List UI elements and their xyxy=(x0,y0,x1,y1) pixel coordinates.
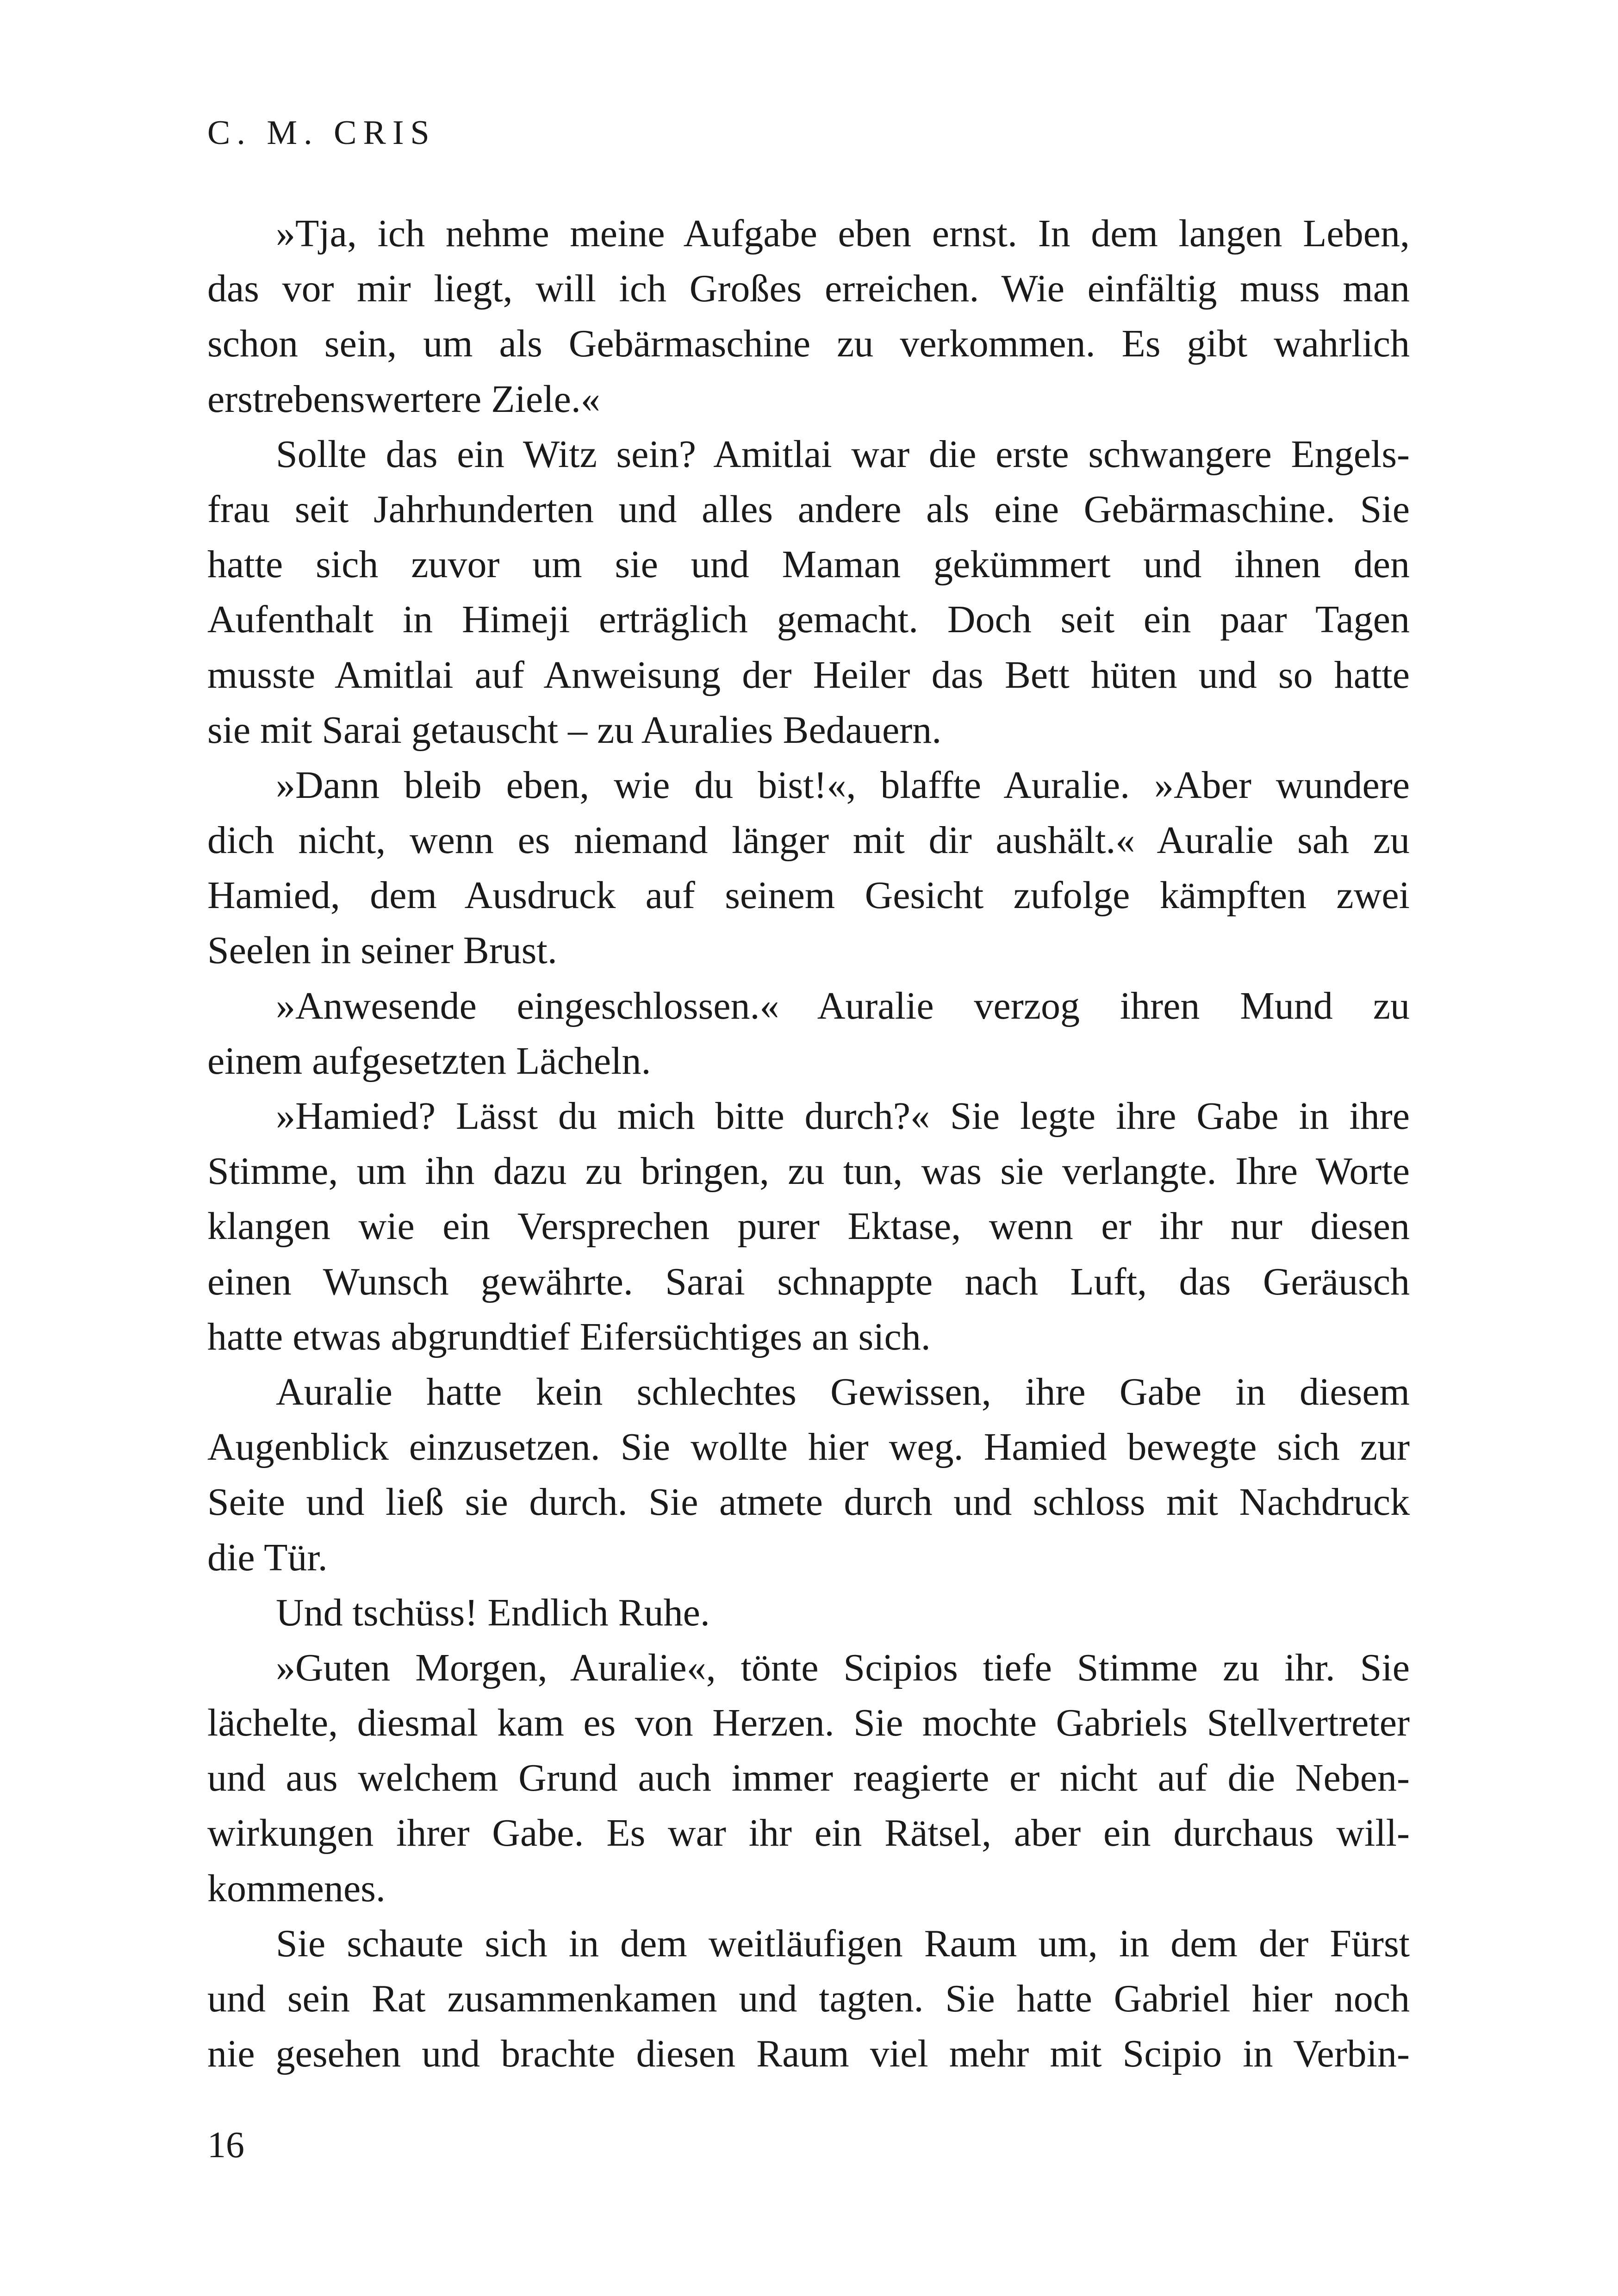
text-line: Und tschüss! Endlich Ruhe. xyxy=(276,1591,710,1634)
text-line: Aufenthalt in Himeji erträglich gemacht. Doch seit ein paar Tagen xyxy=(207,598,1410,641)
text-line: und aus welchem Grund auch immer reagierte er nicht auf die Neben- xyxy=(207,1756,1410,1800)
text-line: kommenes. xyxy=(207,1867,386,1910)
text-line: Sie schaute sich in dem weitläufigen Raum um, in dem der Fürst xyxy=(276,1922,1410,1965)
text-line: schon sein, um als Gebärmaschine zu verkommen. Es gibt wahrlich xyxy=(207,322,1410,366)
body-text xyxy=(207,206,1410,2081)
text-line: dich nicht, wenn es niemand länger mit dir aushält.« Auralie sah zu xyxy=(207,819,1410,862)
text-line: Auralie hatte kein schlechtes Gewissen, ihre Gabe in diesem xyxy=(276,1370,1410,1413)
page-number: 16 xyxy=(207,2125,244,2165)
text-line: Sollte das ein Witz sein? Amitlai war die erste schwangere Engels- xyxy=(276,432,1410,476)
text-line: »Guten Morgen, Auralie«, tönte Scipios tiefe Stimme zu ihr. Sie xyxy=(276,1646,1410,1689)
text-line: »Tja, ich nehme meine Aufgabe eben ernst. In dem langen Leben, xyxy=(276,212,1410,255)
text-line: klangen wie ein Versprechen purer Ektase, wenn er ihr nur diesen xyxy=(207,1205,1410,1248)
running-head: C. M. CRIS xyxy=(207,114,436,152)
text-line: hatte sich zuvor um sie und Maman gekümmert und ihnen den xyxy=(207,543,1410,586)
text-line: nie gesehen und brachte diesen Raum viel mehr mit Scipio in Verbin- xyxy=(207,2032,1410,2076)
text-line: »Anwesende eingeschlossen.« Auralie verzog ihren Mund zu xyxy=(276,984,1410,1027)
text-line: einem aufgesetzten Lächeln. xyxy=(207,1039,651,1083)
text-line: Seite und ließ sie durch. Sie atmete durch und schloss mit Nachdruck xyxy=(207,1481,1410,1524)
text-line: die Tür. xyxy=(207,1536,328,1579)
text-line: das vor mir liegt, will ich Großes erreichen. Wie einfältig muss man xyxy=(207,267,1410,311)
text-line: hatte etwas abgrundtief Eifersüchtiges an sich. xyxy=(207,1315,931,1358)
text-line: Hamied, dem Ausdruck auf seinem Gesicht zufolge kämpften zwei xyxy=(207,874,1410,917)
text-line: wirkungen ihrer Gabe. Es war ihr ein Rätsel, aber ein durchaus will- xyxy=(207,1811,1410,1855)
text-line: und sein Rat zusammenkamen und tagten. Sie hatte Gabriel hier noch xyxy=(207,1977,1410,2020)
text-line: »Hamied? Lässt du mich bitte durch?« Sie legte ihre Gabe in ihre xyxy=(276,1095,1410,1138)
text-line: einen Wunsch gewährte. Sarai schnappte nach Luft, das Geräusch xyxy=(207,1260,1410,1303)
text-line: sie mit Sarai getauscht – zu Auralies Bedauern. xyxy=(207,708,942,752)
text-line: musste Amitlai auf Anweisung der Heiler das Bett hüten und so hatte xyxy=(207,653,1410,697)
text-line: Stimme, um ihn dazu zu bringen, zu tun, was sie verlangte. Ihre Worte xyxy=(207,1150,1410,1193)
text-line: Augenblick einzusetzen. Sie wollte hier weg. Hamied bewegte sich zur xyxy=(207,1425,1410,1469)
text-line: Seelen in seiner Brust. xyxy=(207,929,557,972)
text-line: »Dann bleib eben, wie du bist!«, blaffte Auralie. »Aber wundere xyxy=(276,763,1410,807)
text-line: frau seit Jahrhunderten und alles andere als eine Gebärmaschine. Sie xyxy=(207,487,1410,531)
text-line: lächelte, diesmal kam es von Herzen. Sie mochte Gabriels Stellvertreter xyxy=(207,1701,1410,1745)
text-line: erstrebenswertere Ziele.« xyxy=(207,377,600,421)
